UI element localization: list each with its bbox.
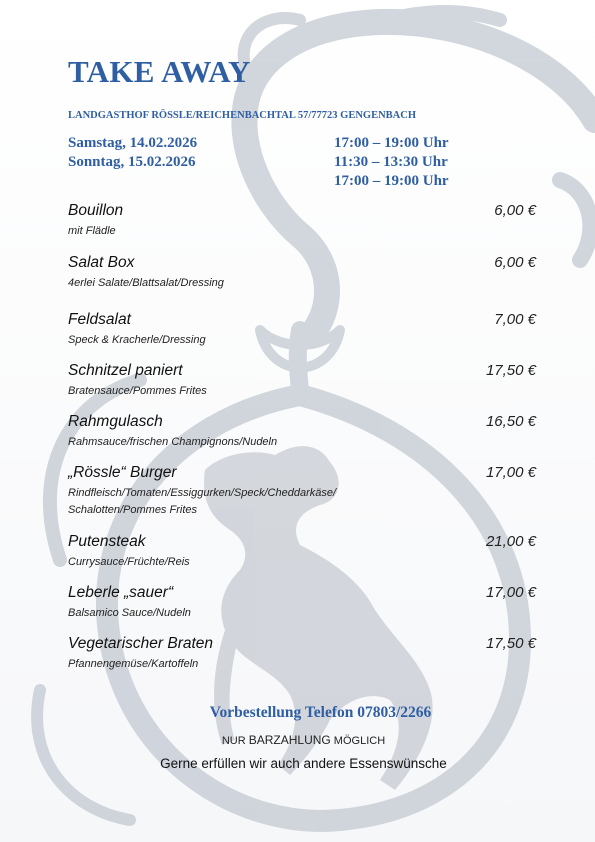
dish-name: Feldsalat: [68, 311, 131, 328]
dish-name: Bouillon: [68, 202, 124, 219]
dish-price: 17,50 €: [485, 362, 536, 379]
page-title: TAKE AWAY: [68, 54, 251, 89]
dish-name: „Rössle“ Burger: [68, 464, 177, 481]
dish-description: Rindfleisch/Tomaten/Essiggurken/Speck/Cheddarkäse/: [68, 487, 337, 499]
hours-time: 17:00 – 19:00 Uhr: [334, 135, 449, 151]
special-requests-note: Gerne erfüllen wir auch andere Essenswünsche: [160, 756, 447, 771]
dish-name: Putensteak: [68, 533, 146, 550]
dish-price: 21,00 €: [485, 533, 536, 550]
dish-price: 16,50 €: [485, 413, 536, 430]
restaurant-address: LANDGASTHOF RÖSSLE/REICHENBACHTAL 57/77723 GENGENBACH: [68, 110, 417, 121]
dish-description: mit Flädle: [68, 225, 116, 237]
dish-description: Pfannengemüse/Kartoffeln: [68, 658, 199, 670]
dish-description-continued: Schalotten/Pommes Frites: [68, 504, 197, 516]
dish-price: 6,00 €: [494, 254, 536, 271]
dish-price: 17,00 €: [485, 464, 536, 481]
menu-item: [68, 412, 536, 451]
dish-name: Salat Box: [68, 254, 135, 271]
hours-day: Samstag, 14.02.2026: [68, 135, 198, 151]
dish-description: 4erlei Salate/Blattsalat/Dressing: [68, 277, 224, 289]
dish-name: Vegetarischer Braten: [68, 635, 214, 652]
dish-price: 6,00 €: [494, 202, 536, 219]
hours-row: [68, 154, 488, 173]
payment-note-emphasis: BARZAHLUNG: [248, 733, 331, 747]
hours-time: 17:00 – 19:00 Uhr: [334, 173, 449, 189]
dish-description: Balsamico Sauce/Nudeln: [68, 607, 191, 619]
hours-row: [68, 173, 488, 192]
dish-price: 7,00 €: [494, 311, 536, 328]
menu-item: [68, 463, 536, 519]
dish-description: Currysauce/Früchte/Reis: [68, 556, 190, 568]
payment-note-prefix: NUR: [221, 735, 249, 747]
payment-note: [0, 733, 595, 747]
menu-item: [68, 310, 536, 349]
menu-item: [68, 532, 536, 571]
hours-row: [68, 135, 488, 154]
dish-name: Schnitzel paniert: [68, 362, 183, 379]
dish-description: Speck & Kracherle/Dressing: [68, 334, 206, 346]
menu-item: [68, 634, 536, 673]
hours-day: Sonntag, 15.02.2026: [68, 154, 196, 170]
dish-name: Rahmgulasch: [68, 413, 163, 430]
preorder-phone: Vorbestellung Telefon 07803/2266: [209, 704, 432, 721]
opening-hours: [68, 135, 488, 192]
dish-name: Leberle „sauer“: [68, 584, 174, 601]
menu-item: [68, 583, 536, 622]
dish-description: Rahmsauce/frischen Champignons/Nudeln: [68, 436, 278, 448]
dish-description: Bratensauce/Pommes Frites: [68, 385, 207, 397]
dish-price: 17,50 €: [485, 635, 536, 652]
dish-price: 17,00 €: [485, 584, 536, 601]
hours-time: 11:30 – 13:30 Uhr: [334, 154, 448, 170]
payment-note-suffix: MÖGLICH: [330, 735, 386, 747]
menu-item: [68, 253, 536, 292]
menu-item: [68, 361, 536, 400]
menu-item: [68, 201, 536, 240]
